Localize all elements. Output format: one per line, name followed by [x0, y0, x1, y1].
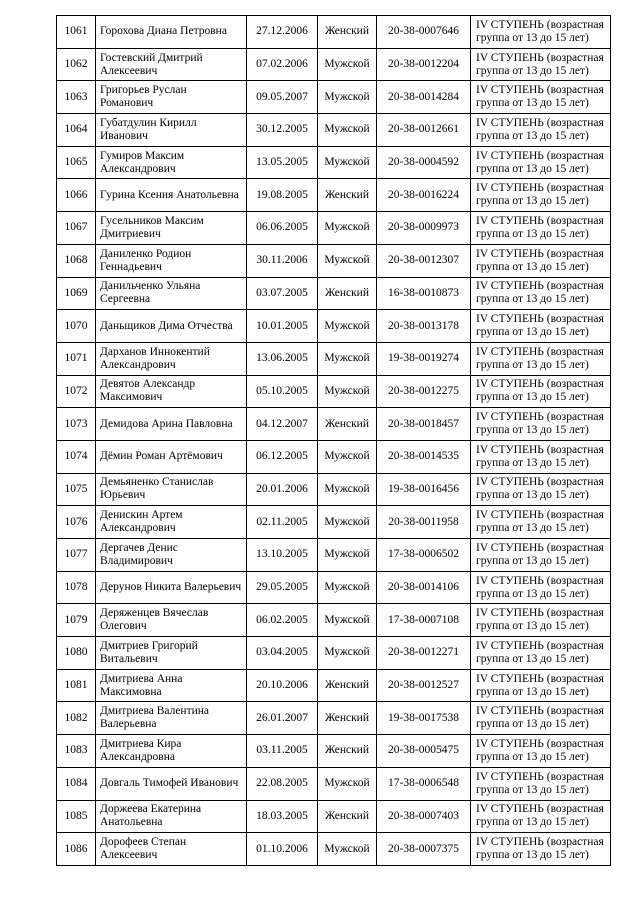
- gto-level-cell: IV СТУПЕНЬ (возрастная группа от 13 до 15 лет): [471, 637, 611, 670]
- gender-cell: Мужской: [318, 833, 377, 866]
- full-name-cell: Демьяненко Станислав Юрьевич: [96, 473, 247, 506]
- uin-code-cell: 20-38-0014535: [377, 440, 471, 473]
- full-name-cell: Губатдулин Кирилл Иванович: [96, 114, 247, 147]
- gender-cell: Мужской: [318, 440, 377, 473]
- gto-level-cell: IV СТУПЕНЬ (возрастная группа от 13 до 15 лет): [471, 114, 611, 147]
- full-name-cell: Демидова Арина Павловна: [96, 408, 247, 441]
- gender-cell: Мужской: [318, 48, 377, 81]
- row-number-cell: 1061: [57, 16, 96, 49]
- uin-code-cell: 17-38-0006502: [377, 539, 471, 572]
- row-number-cell: 1066: [57, 179, 96, 212]
- full-name-cell: Гумиров Максим Александрович: [96, 146, 247, 179]
- row-number-cell: 1081: [57, 669, 96, 702]
- full-name-cell: Дерунов Никита Валерьевич: [96, 571, 247, 604]
- birth-date-cell: 02.11.2005: [247, 506, 318, 539]
- full-name-cell: Дарханов Иннокентий Александрович: [96, 342, 247, 375]
- uin-code-cell: 19-38-0019274: [377, 342, 471, 375]
- row-number-cell: 1065: [57, 146, 96, 179]
- full-name-cell: Девятов Александр Максимович: [96, 375, 247, 408]
- gender-cell: Женский: [318, 800, 377, 833]
- birth-date-cell: 04.12.2007: [247, 408, 318, 441]
- uin-code-cell: 16-38-0010873: [377, 277, 471, 310]
- birth-date-cell: 22.08.2005: [247, 767, 318, 800]
- uin-code-cell: 20-38-0007646: [377, 16, 471, 49]
- table-row: [57, 800, 611, 833]
- full-name-cell: Дмитриева Анна Максимовна: [96, 669, 247, 702]
- table-row: [57, 212, 611, 245]
- row-number-cell: 1063: [57, 81, 96, 114]
- birth-date-cell: 29.05.2005: [247, 571, 318, 604]
- gender-cell: Мужской: [318, 310, 377, 343]
- table-row: [57, 702, 611, 735]
- table-row: [57, 408, 611, 441]
- row-number-cell: 1077: [57, 539, 96, 572]
- full-name-cell: Деряженцев Вячеслав Олегович: [96, 604, 247, 637]
- uin-code-cell: 20-38-0014106: [377, 571, 471, 604]
- full-name-cell: Данильченко Ульяна Сергеевна: [96, 277, 247, 310]
- row-number-cell: 1070: [57, 310, 96, 343]
- table-row: [57, 48, 611, 81]
- row-number-cell: 1069: [57, 277, 96, 310]
- birth-date-cell: 13.10.2005: [247, 539, 318, 572]
- uin-code-cell: 19-38-0017538: [377, 702, 471, 735]
- uin-code-cell: 20-38-0018457: [377, 408, 471, 441]
- table-row: [57, 277, 611, 310]
- table-row: [57, 539, 611, 572]
- table-row: [57, 375, 611, 408]
- gender-cell: Мужской: [318, 539, 377, 572]
- table-row: [57, 833, 611, 866]
- uin-code-cell: 20-38-0005475: [377, 735, 471, 768]
- row-number-cell: 1079: [57, 604, 96, 637]
- gender-cell: Мужской: [318, 571, 377, 604]
- uin-code-cell: 20-38-0007403: [377, 800, 471, 833]
- gto-level-cell: IV СТУПЕНЬ (возрастная группа от 13 до 15 лет): [471, 604, 611, 637]
- gto-level-cell: IV СТУПЕНЬ (возрастная группа от 13 до 15 лет): [471, 800, 611, 833]
- row-number-cell: 1085: [57, 800, 96, 833]
- gender-cell: Мужской: [318, 767, 377, 800]
- gto-level-cell: IV СТУПЕНЬ (возрастная группа от 13 до 15 лет): [471, 375, 611, 408]
- table-body: [57, 16, 611, 866]
- gto-level-cell: IV СТУПЕНЬ (возрастная группа от 13 до 15 лет): [471, 669, 611, 702]
- uin-code-cell: 17-38-0006548: [377, 767, 471, 800]
- row-number-cell: 1064: [57, 114, 96, 147]
- table-row: [57, 637, 611, 670]
- full-name-cell: Денискин Артем Александрович: [96, 506, 247, 539]
- row-number-cell: 1083: [57, 735, 96, 768]
- gender-cell: Женский: [318, 735, 377, 768]
- birth-date-cell: 06.06.2005: [247, 212, 318, 245]
- gender-cell: Женский: [318, 702, 377, 735]
- gto-level-cell: IV СТУПЕНЬ (возрастная группа от 13 до 15 лет): [471, 408, 611, 441]
- row-number-cell: 1062: [57, 48, 96, 81]
- uin-code-cell: 20-38-0012307: [377, 244, 471, 277]
- birth-date-cell: 03.04.2005: [247, 637, 318, 670]
- birth-date-cell: 27.12.2006: [247, 16, 318, 49]
- uin-code-cell: 20-38-0014284: [377, 81, 471, 114]
- uin-code-cell: 20-38-0016224: [377, 179, 471, 212]
- table-row: [57, 310, 611, 343]
- uin-code-cell: 20-38-0004592: [377, 146, 471, 179]
- full-name-cell: Даниленко Родион Геннадьевич: [96, 244, 247, 277]
- birth-date-cell: 30.11.2006: [247, 244, 318, 277]
- gender-cell: Мужской: [318, 81, 377, 114]
- row-number-cell: 1082: [57, 702, 96, 735]
- full-name-cell: Гусельников Максим Дмитриевич: [96, 212, 247, 245]
- uin-code-cell: 20-38-0007375: [377, 833, 471, 866]
- gender-cell: Мужской: [318, 114, 377, 147]
- birth-date-cell: 26.01.2007: [247, 702, 318, 735]
- row-number-cell: 1075: [57, 473, 96, 506]
- gto-level-cell: IV СТУПЕНЬ (возрастная группа от 13 до 15 лет): [471, 244, 611, 277]
- table-row: [57, 342, 611, 375]
- gto-level-cell: IV СТУПЕНЬ (возрастная группа от 13 до 15 лет): [471, 48, 611, 81]
- gto-level-cell: IV СТУПЕНЬ (возрастная группа от 13 до 15 лет): [471, 735, 611, 768]
- gto-level-cell: IV СТУПЕНЬ (возрастная группа от 13 до 15 лет): [471, 212, 611, 245]
- uin-code-cell: 17-38-0007108: [377, 604, 471, 637]
- full-name-cell: Григорьев Руслан Романович: [96, 81, 247, 114]
- birth-date-cell: 03.11.2005: [247, 735, 318, 768]
- full-name-cell: Дёмин Роман Артёмович: [96, 440, 247, 473]
- gender-cell: Мужской: [318, 375, 377, 408]
- full-name-cell: Дергачев Денис Владимирович: [96, 539, 247, 572]
- row-number-cell: 1073: [57, 408, 96, 441]
- full-name-cell: Дмитриева Кира Александровна: [96, 735, 247, 768]
- gto-level-cell: IV СТУПЕНЬ (возрастная группа от 13 до 15 лет): [471, 767, 611, 800]
- birth-date-cell: 09.05.2007: [247, 81, 318, 114]
- full-name-cell: Дорофеев Степан Алексеевич: [96, 833, 247, 866]
- full-name-cell: Доржеева Екатерина Анатольевна: [96, 800, 247, 833]
- table-row: [57, 114, 611, 147]
- table-row: [57, 16, 611, 49]
- row-number-cell: 1068: [57, 244, 96, 277]
- birth-date-cell: 03.07.2005: [247, 277, 318, 310]
- row-number-cell: 1071: [57, 342, 96, 375]
- table-row: [57, 81, 611, 114]
- birth-date-cell: 30.12.2005: [247, 114, 318, 147]
- table-row: [57, 473, 611, 506]
- row-number-cell: 1074: [57, 440, 96, 473]
- full-name-cell: Довгаль Тимофей Иванович: [96, 767, 247, 800]
- row-number-cell: 1086: [57, 833, 96, 866]
- uin-code-cell: 20-38-0012204: [377, 48, 471, 81]
- birth-date-cell: 13.05.2005: [247, 146, 318, 179]
- gender-cell: Мужской: [318, 506, 377, 539]
- row-number-cell: 1076: [57, 506, 96, 539]
- full-name-cell: Дмитриева Валентина Валерьевна: [96, 702, 247, 735]
- uin-code-cell: 20-38-0009973: [377, 212, 471, 245]
- birth-date-cell: 19.08.2005: [247, 179, 318, 212]
- gender-cell: Женский: [318, 179, 377, 212]
- gto-level-cell: IV СТУПЕНЬ (возрастная группа от 13 до 15 лет): [471, 702, 611, 735]
- birth-date-cell: 06.12.2005: [247, 440, 318, 473]
- gto-level-cell: IV СТУПЕНЬ (возрастная группа от 13 до 15 лет): [471, 16, 611, 49]
- row-number-cell: 1072: [57, 375, 96, 408]
- gto-level-cell: IV СТУПЕНЬ (возрастная группа от 13 до 15 лет): [471, 277, 611, 310]
- gender-cell: Мужской: [318, 473, 377, 506]
- gender-cell: Мужской: [318, 244, 377, 277]
- table-row: [57, 244, 611, 277]
- gto-level-cell: IV СТУПЕНЬ (возрастная группа от 13 до 15 лет): [471, 473, 611, 506]
- gto-level-cell: IV СТУПЕНЬ (возрастная группа от 13 до 15 лет): [471, 833, 611, 866]
- full-name-cell: Гурина Ксения Анатольевна: [96, 179, 247, 212]
- gender-cell: Мужской: [318, 604, 377, 637]
- gender-cell: Женский: [318, 408, 377, 441]
- gto-level-cell: IV СТУПЕНЬ (возрастная группа от 13 до 15 лет): [471, 571, 611, 604]
- table-row: [57, 506, 611, 539]
- full-name-cell: Горохова Диана Петровна: [96, 16, 247, 49]
- table-row: [57, 604, 611, 637]
- gender-cell: Мужской: [318, 146, 377, 179]
- birth-date-cell: 20.10.2006: [247, 669, 318, 702]
- row-number-cell: 1067: [57, 212, 96, 245]
- uin-code-cell: 20-38-0011958: [377, 506, 471, 539]
- row-number-cell: 1078: [57, 571, 96, 604]
- gender-cell: Мужской: [318, 342, 377, 375]
- uin-code-cell: 20-38-0012271: [377, 637, 471, 670]
- uin-code-cell: 20-38-0012275: [377, 375, 471, 408]
- gender-cell: Женский: [318, 277, 377, 310]
- row-number-cell: 1084: [57, 767, 96, 800]
- gto-level-cell: IV СТУПЕНЬ (возрастная группа от 13 до 15 лет): [471, 81, 611, 114]
- gender-cell: Мужской: [318, 212, 377, 245]
- gto-level-cell: IV СТУПЕНЬ (возрастная группа от 13 до 15 лет): [471, 440, 611, 473]
- birth-date-cell: 10.01.2005: [247, 310, 318, 343]
- table-row: [57, 669, 611, 702]
- birth-date-cell: 18.03.2005: [247, 800, 318, 833]
- birth-date-cell: 07.02.2006: [247, 48, 318, 81]
- uin-code-cell: 20-38-0012527: [377, 669, 471, 702]
- gto-level-cell: IV СТУПЕНЬ (возрастная группа от 13 до 15 лет): [471, 146, 611, 179]
- table-row: [57, 146, 611, 179]
- birth-date-cell: 20.01.2006: [247, 473, 318, 506]
- participants-table: [56, 15, 611, 866]
- uin-code-cell: 20-38-0013178: [377, 310, 471, 343]
- gto-level-cell: IV СТУПЕНЬ (возрастная группа от 13 до 15 лет): [471, 179, 611, 212]
- birth-date-cell: 05.10.2005: [247, 375, 318, 408]
- uin-code-cell: 20-38-0012661: [377, 114, 471, 147]
- gto-level-cell: IV СТУПЕНЬ (возрастная группа от 13 до 15 лет): [471, 506, 611, 539]
- uin-code-cell: 19-38-0016456: [377, 473, 471, 506]
- birth-date-cell: 13.06.2005: [247, 342, 318, 375]
- full-name-cell: Гостевский Дмитрий Алексеевич: [96, 48, 247, 81]
- gender-cell: Женский: [318, 16, 377, 49]
- table-row: [57, 179, 611, 212]
- table-row: [57, 440, 611, 473]
- birth-date-cell: 06.02.2005: [247, 604, 318, 637]
- row-number-cell: 1080: [57, 637, 96, 670]
- table-row: [57, 735, 611, 768]
- gender-cell: Женский: [318, 669, 377, 702]
- gto-level-cell: IV СТУПЕНЬ (возрастная группа от 13 до 15 лет): [471, 342, 611, 375]
- table-row: [57, 571, 611, 604]
- full-name-cell: Даньщиков Дима Отчества: [96, 310, 247, 343]
- birth-date-cell: 01.10.2006: [247, 833, 318, 866]
- gto-level-cell: IV СТУПЕНЬ (возрастная группа от 13 до 15 лет): [471, 310, 611, 343]
- table-row: [57, 767, 611, 800]
- gto-level-cell: IV СТУПЕНЬ (возрастная группа от 13 до 15 лет): [471, 539, 611, 572]
- full-name-cell: Дмитриев Григорий Витальевич: [96, 637, 247, 670]
- gender-cell: Мужской: [318, 637, 377, 670]
